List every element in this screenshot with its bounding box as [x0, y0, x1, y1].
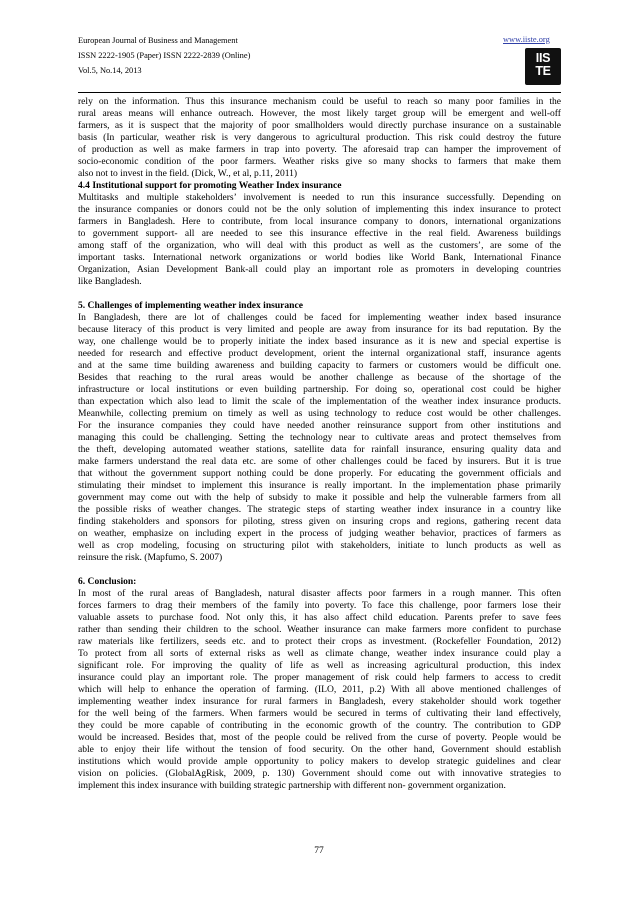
- intro-paragraph: [78, 96, 561, 180]
- text-line: farmers in Bangladesh. Here to contribute, from local insurance company to donors, international organizations: [78, 216, 561, 227]
- text-line: rely on the information. Thus this insurance mechanism could be useful to reach so many poor families in the: [78, 96, 561, 107]
- text-line: In most of the rural areas of Bangladesh, natural disaster affects poor farmers in a rough manner. This often: [78, 588, 561, 599]
- journal-title: European Journal of Business and Management: [78, 36, 238, 45]
- section-5-paragraph: [78, 312, 561, 564]
- text-line: needed for research and effective product development, orient the internal organizational staff, insurance agents: [78, 348, 561, 359]
- article-body: [78, 96, 561, 792]
- header-divider: [78, 92, 561, 93]
- text-line: to government support- all are needed to see this insurance effective in the real field. Awareness buildings: [78, 228, 561, 239]
- text-line: Multitasks and multiple stakeholders’ involvement is needed to run this insurance successfully. Depending on: [78, 192, 561, 203]
- text-line: because literacy of this product is very limited and people are away from insurance for its bad reputation. By the: [78, 324, 561, 335]
- text-line: reinsure the risk. (Mapfumo, S. 2007): [78, 552, 223, 563]
- paragraph-gap: [78, 564, 561, 576]
- text-line: government may come out with the help of subsidy to make it possible and help the vulnerable farmers from all: [78, 492, 561, 503]
- section-heading-5: 5. Challenges of implementing weather index insurance: [78, 300, 303, 311]
- text-line: finding stakeholders and sponsors for piloting, stress given on insuring crops and regions, gathering recent data: [78, 516, 561, 527]
- text-line: would be increased. Besides that, most of the people could be relived from the curse of poverty. People would be: [78, 732, 561, 743]
- logo-text-top: IIS: [535, 51, 551, 65]
- text-line: rather than sending their children to the school. Weather insurance can make farmers more confident to purchase: [78, 624, 561, 635]
- text-line: For the insurance companies they could have needed another reinsurance support from other institutions and: [78, 420, 561, 431]
- iiste-logo: [525, 48, 561, 85]
- text-line: on weather, emphasize on including expert in the process of judging weather behavior, practices of farmers as: [78, 528, 561, 539]
- text-line: institutions which would provide ample opportunity to policy makers to develop strategic guidelines and clear: [78, 756, 561, 767]
- text-line: stimulating their mindset to implement this insurance is really important. In the implementation phase primarily: [78, 480, 561, 491]
- text-line: Organization, Asian Development Bank-all could play an important role as promoters in developing countries: [78, 264, 561, 275]
- text-line: like Bangladesh.: [78, 276, 142, 287]
- text-line: able to enjoy their life without the tension of food security. On the other hand, Government should establish: [78, 744, 561, 755]
- text-line: and at the same time building awareness and building capacity to farmers or customers would be difficult one.: [78, 360, 561, 371]
- text-line: they could be more capable of contributing in the economic growth of the country. The contribution to GDP: [78, 720, 561, 731]
- section-6-paragraph: [78, 588, 561, 792]
- logo-text-bottom: TE: [535, 64, 551, 78]
- text-line: well as crop modeling, focusing on structuring pilot with stakeholders, initiate to lunch products as well as: [78, 540, 561, 551]
- text-line: important tasks. International network organizations or world bodies like World Bank, International Finance: [78, 252, 561, 263]
- text-line: the possible risks of weather changes. The strategic steps of starting weather index insurance in a country like: [78, 504, 561, 515]
- text-line: way, one challenge would be to properly initiate the index based insurance as it is new and special expertise is: [78, 336, 561, 347]
- text-line: the theft, developing automated weather stations, satellite data for rainfall insurance, ensuring quality data and: [78, 444, 561, 455]
- text-line: among staff of the organization, who will deal with this product as well as the customers’, are some of the: [78, 240, 561, 251]
- text-line: the insurance companies or donors could not be the only solution of implementing this index insurance to protect: [78, 204, 561, 215]
- text-line: raw materials like fertilizers, seeds etc. and to protect their crops as investment. (Rockefeller Foundation, 2012): [78, 636, 561, 647]
- text-line: infrastructure or local institutions or even building partnership. For doing so, operational cost could be higher: [78, 384, 561, 395]
- text-line: implementing weather index insurance for rural farmers in Bangladesh, every stakeholder should work together: [78, 696, 561, 707]
- text-line: To protect from all sorts of external risks as well as climate change, weather index insurance could play a: [78, 648, 561, 659]
- text-line: Besides that reaching to the rural areas would be another challenge as because of the shortage of the: [78, 372, 561, 383]
- text-line: rural areas means will enhance outreach. However, the most likely target group will be emergent and well-off: [78, 108, 561, 119]
- text-line: significant role. For improving the quality of life as well as increasing agricultural production, this index: [78, 660, 561, 671]
- volume-line: Vol.5, No.14, 2013: [78, 66, 142, 75]
- text-line: Meanwhile, collecting premium on timely as well as using technology to reduce cost would be other challenges.: [78, 408, 561, 419]
- text-line: for the well being of the farmers. When farmers would be secured in terms of cultivating their land effectively,: [78, 708, 561, 719]
- journal-url-link[interactable]: www.iiste.org: [503, 35, 550, 44]
- text-line: In Bangladesh, there are lot of challenges could be faced for implementing weather index based insurance: [78, 312, 561, 323]
- text-line: farmers, as it is suspect that the majority of poor smallholders would directly purchase insurance on a sustainable: [78, 120, 561, 131]
- paragraph-gap: [78, 288, 561, 300]
- text-line: that without the government support nothing could be done properly. For educating the government officials and: [78, 468, 561, 479]
- text-line: forces farmers to drag their members of the family into poverty. To face this challenge, poor farmers lose their: [78, 600, 561, 611]
- page-number: 77: [314, 846, 324, 856]
- section-heading-4-4: 4.4 Institutional support for promoting Weather Index insurance: [78, 180, 342, 191]
- text-line: insurance could play an important role. The proper management of risk could help farmers to access to credit: [78, 672, 561, 683]
- section-heading-6: 6. Conclusion:: [78, 576, 137, 587]
- text-line: implement this index insurance with building strategic partnership with different non- government organization.: [78, 780, 506, 791]
- text-line: vision on policies. (GlobalAgRisk, 2009, p. 130) Government should come out with innovative strategies to: [78, 768, 561, 779]
- text-line: than expectation which also lead to limit the scale of the implementation of the weather index insurance products.: [78, 396, 561, 407]
- text-line: also not to invest in the field. (Dick, W., et al, p.11, 2011): [78, 168, 298, 179]
- text-line: managing this could be challenging. Setting the technology near to cultivate areas and protect themselves from: [78, 432, 561, 443]
- text-line: basis (In particular, weather risk is very dangerous to agricultural production. This risk could destroy the future: [78, 132, 561, 143]
- text-line: which will help to enhance the operation of farming. (ILO, 2011, p.2) With all above mentioned challenges of: [78, 684, 561, 695]
- text-line: socio-economic condition of the poor farmers. Weather risks give so many shocks to farmers that make them: [78, 156, 561, 167]
- text-line: of production as well as make farmers in trap into poverty. The aforesaid trap can hamper the improvement of: [78, 144, 561, 155]
- section-4-4-paragraph: [78, 192, 561, 288]
- issn-line: ISSN 2222-1905 (Paper) ISSN 2222-2839 (Online): [78, 51, 251, 60]
- text-line: valuable assets to purchase food. Not only this, it has also affect child education. Parents prefer to save fees: [78, 612, 561, 623]
- text-line: make farmers understand the real data etc. are some of other challenges could be faced by insurers. But it is true: [78, 456, 561, 467]
